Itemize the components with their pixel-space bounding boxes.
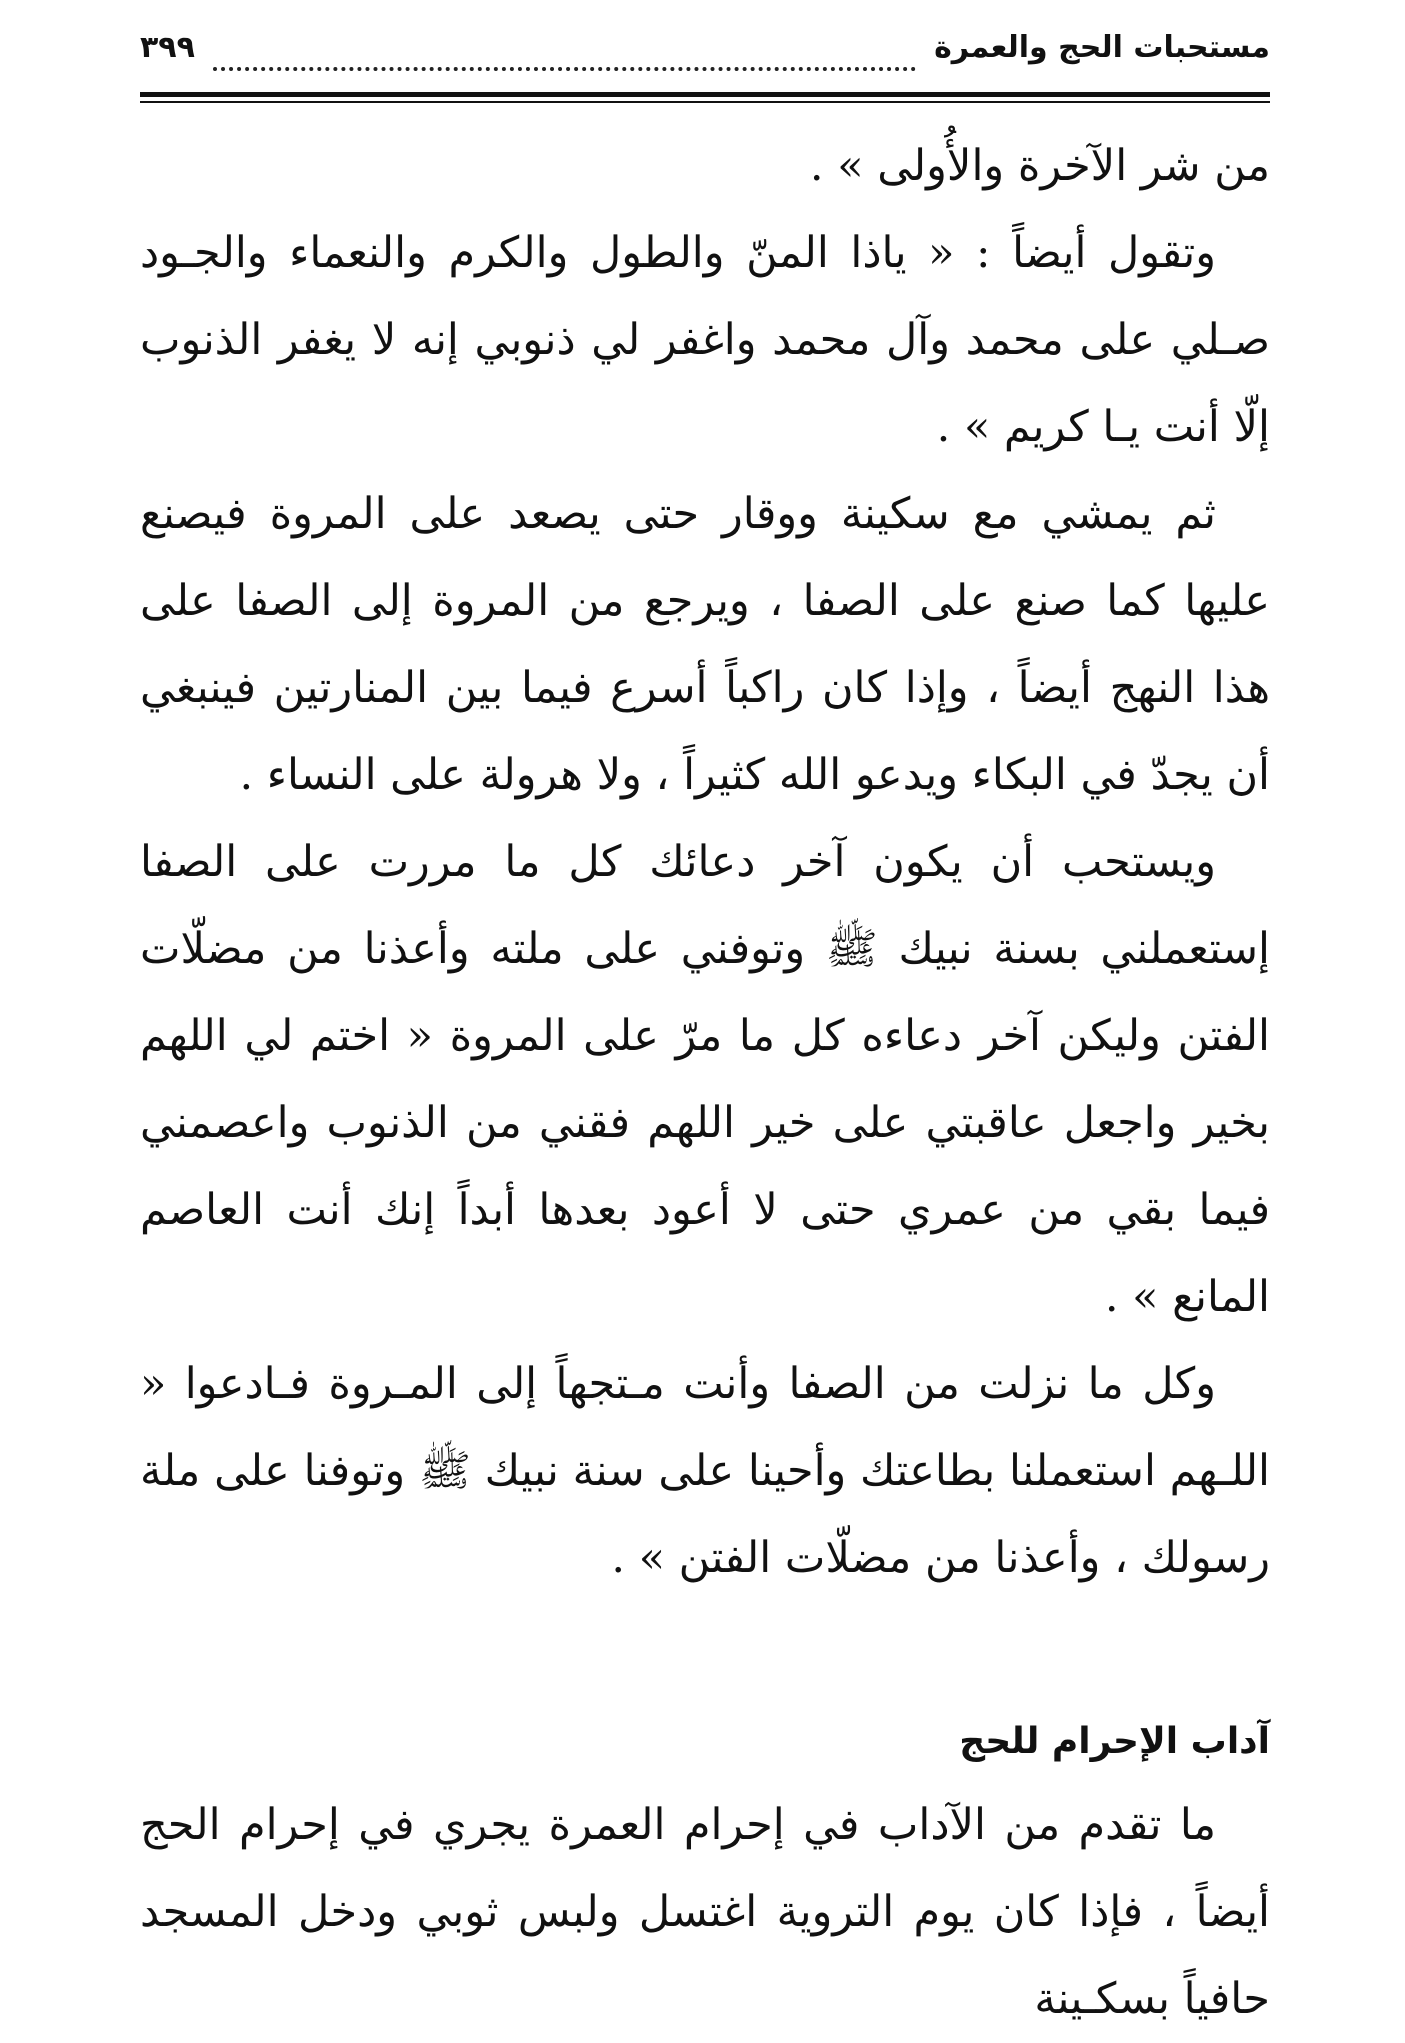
page-header — [140, 30, 1270, 88]
leader-dots — [213, 67, 916, 71]
paragraph: ثم يمشي مع سكينة ووقار حتى يصعد على المروة فيصنع عليها كما صنع على الصفا ، ويرجع من المروة إلى الصفا على هذا النهج أيضاً ، وإذا كان راكباً أسرع فيما بين المنارتين فينبغي أن يجدّ في البكاء ويدعو الله كثيراً ، ولا هرولة على النساء . — [140, 489, 1270, 800]
header-rule-thick — [140, 92, 1270, 97]
paragraph: ويستحب أن يكون آخر دعائك كل ما مررت على الصفا إستعملني بسنة نبيك ﷺ وتوفني على ملته وأعذنا من مضلّات الفتن وليكن آخر دعاءه كل ما مرّ على المروة « اختم لي اللهم بخير واجعل عاقبتي على خير اللهم فقني من الذنوب واعصمني فيما بقي من عمري حتى لا أعود بعدها أبداً إنك أنت العاصم المانع » . — [140, 837, 1270, 1322]
paragraph: وتقول أيضاً : « ياذا المنّ والطول والكرم والنعماء والجـود صـلي على محمد وآل محمد واغفر لي ذنوبي إنه لا يغفر الذنوب إلّا أنت يـا كريم » . — [140, 228, 1270, 452]
body-text — [140, 123, 1270, 2043]
section-title: آداب الإحرام للحج — [959, 1721, 1270, 1762]
page-number: ٣٩٩ — [140, 30, 195, 65]
paragraph: وكل ما نزلت من الصفا وأنت مـتجهاً إلى المـروة فـادعوا « اللـهم استعملنا بطاعتك وأحينا على سنة نبيك ﷺ وتوفنا على ملة رسولك ، وأعذنا من مضلّات الفتن » . — [140, 1359, 1270, 1583]
book-page — [140, 30, 1270, 2043]
paragraph: من شر الآخرة والأُولى » . — [809, 141, 1270, 191]
paragraph: ما تقدم من الآداب في إحرام العمرة يجري في إحرام الحج أيضاً ، فإذا كان يوم التروية اغتسل ولبس ثوبي ودخل المسجد حافياً بسكـينة — [140, 1800, 1270, 2024]
header-rule-thin — [140, 101, 1270, 103]
running-title: مستحبات الحج والعمرة — [934, 30, 1270, 65]
